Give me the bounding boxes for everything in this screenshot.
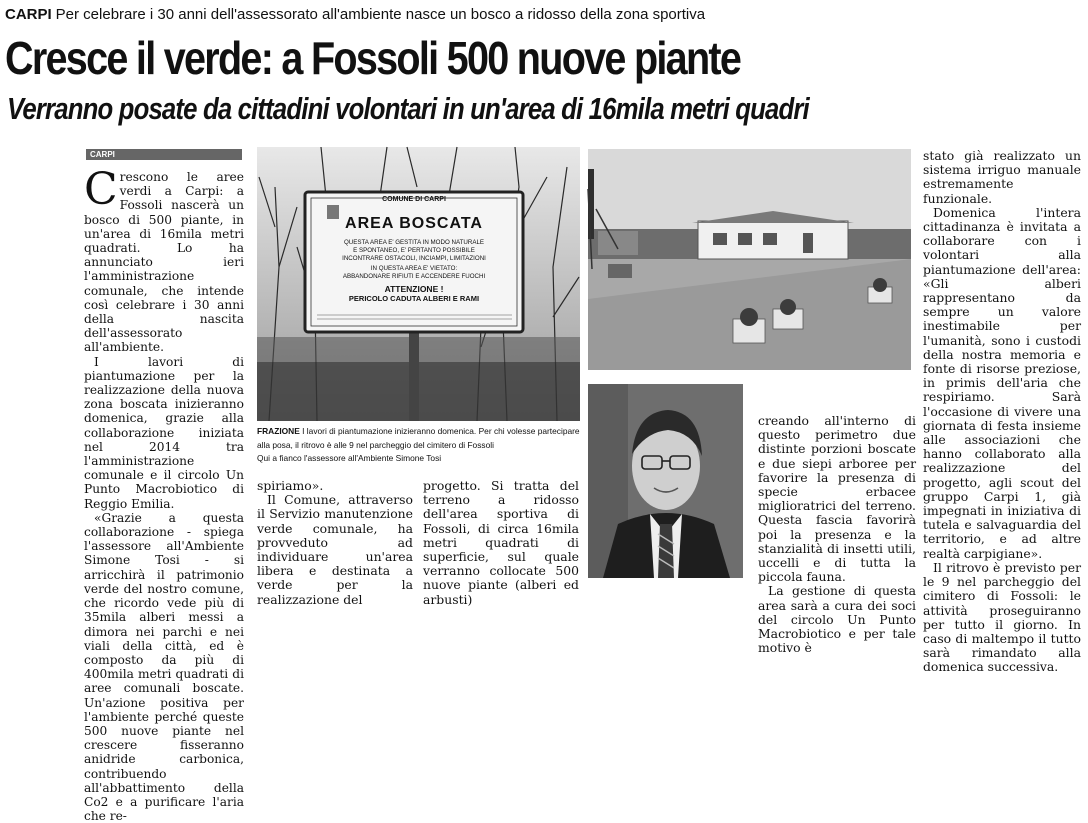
caption-lead: FRAZIONE: [257, 426, 300, 436]
kicker-text: Per celebrare i 30 anni dell'assessorato all'ambiente nasce un bosco a ridosso della zona sportiva: [55, 6, 706, 23]
paragraph-text: rescono le aree verdi a Carpi: a Fossoli nascerà un bosco di 500 piante, in un'area di 16mila metri quadrati. Lo ha annunciato ieri l'amministrazione comunale, che intende così celebrare i 30 anni della nascita dell'assessorato all'ambiente.: [84, 170, 244, 355]
paragraph: stato già realizzato un sistema irriguo manuale estremamente funzionale.: [923, 148, 1081, 206]
article-column-3: [423, 479, 579, 679]
paragraph: creando all'interno di questo perimetro due distinte porzioni boscate e due siepi arboree per favorire la presenza di specie erbacee miglioratrici del terreno. Questa fascia favorirà poi la presenza e la stanzialità di insetti utili, uccelli e di tutta la piccola fauna.: [758, 413, 916, 585]
section-label: CARPI: [86, 149, 242, 160]
article-column-2: [257, 479, 413, 679]
sign-header: COMUNE DI CARPI: [382, 196, 446, 203]
photo-area-boscata-sign: [257, 147, 580, 421]
portrait-illustration: [588, 384, 743, 578]
paragraph: spiriamo».: [257, 478, 324, 493]
paragraph: I lavori di piantumazione per la realizzazione della nuova zona boscata inizieranno domenica, grazie alla collaborazione iniziata nel 2014 tra l'amministrazione comunale e il circolo Un Punto Macrobiotico di Reggio Emilia.: [84, 354, 244, 511]
paragraph: [84, 164, 244, 355]
sign-title: AREA BOSCATA: [345, 215, 483, 232]
headline: Cresce il verde: a Fossoli 500 nuove piante: [5, 32, 741, 84]
sign-line5: ABBANDONARE RIFIUTI E ACCENDERE FUOCHI: [342, 273, 486, 280]
paragraph: progetto. Si tratta del terreno a ridosso dell'area sportiva di Fossoli, di circa 16mila metri quadrati di superficie, sul quale verranno collocate 500 nuove piante (alberi ed arbusti): [423, 478, 579, 607]
sign-line3: INCONTRARE OSTACOLI, INCIAMPI, LIMITAZIONI: [342, 255, 486, 262]
paragraph: La gestione di questa area sarà a cura dei soci del circolo Un Punto Macrobiotico e per tale motivo è: [758, 583, 916, 656]
paragraph: Il ritrovo è previsto per le 9 nel parcheggio del cimitero di Fossoli: le attività proseguiranno per tutto il giorno. In caso di maltempo il tutto sarà rimandato alla domenica successiva.: [923, 559, 1081, 675]
photo-sports-area: [588, 149, 911, 370]
sign-line1: QUESTA AREA E' GESTITA IN MODO NATURALE: [343, 239, 485, 246]
sign-warn2: PERICOLO CADUTA ALBERI E RAMI: [348, 294, 480, 303]
sign-board-text: [305, 196, 523, 303]
article-column-4: [758, 413, 916, 656]
kicker: [5, 5, 1083, 29]
sports-area-illustration: [588, 149, 911, 370]
article-column-1: [84, 164, 244, 823]
article-column-5: [923, 148, 1081, 675]
photo-portrait-simone-tosi: [588, 384, 743, 578]
drop-cap: C: [84, 164, 118, 215]
sign-warn1: ATTENZIONE !: [384, 284, 444, 294]
kicker-section: CARPI: [5, 6, 52, 23]
caption-text: I lavori di piantumazione inizieranno domenica. Per chi volesse partecipare alla posa, il ritrovo è alle 9 nel parcheggio del cimitero di Fossoli: [257, 426, 580, 450]
paragraph: Domenica l'intera cittadinanza è invitata a collaborare con i volontari alla piantumazione dell'area: «Gli alberi rappresentano da sempre un valore inestimabile per l'umanità, sono i custodi della nostra memoria e fonte di risorse preziose, in primis dell'aria che respiriamo. Sarà l'occasione di vivere una giornata di festa insieme alle associazioni che hanno collaborato alla realizzazione del progetto, agli scout del gruppo Carpi 1, già impegnati in iniziativa di tutela e salvaguardia del territorio, e ad altre realtà carpigiane».: [923, 204, 1081, 561]
photo-caption: [257, 425, 580, 469]
subhead: Verranno posate da cittadini volontari in un'area di 16mila metri quadri: [7, 91, 809, 126]
paragraph: «Grazie a questa collaborazione - spiega l'assessore all'Ambiente Simone Tosi - si arricchirà il patrimonio verde del nostro comune, che ricordo vede più di 35mila alberi messi a dimora nei parchi e nei viali della città, ed è composto da più di 400mila metri quadrati di aree comunali boscate. Un'azione positiva per l'ambiente perché queste 500 nuove piante nel crescere fisseranno anidride carbonica, contribuendo all'abbattimento della Co2 e a purificare l'aria che re-: [84, 510, 244, 823]
paragraph: Il Comune, attraverso il Servizio manutenzione verde comunale, ha provveduto ad individuare un'area libera e destinata a verde per la realizzazione del: [257, 492, 413, 607]
sign-line2: E SPONTANEO, E' PERTANTO POSSIBILE: [353, 247, 475, 254]
sign-line4: IN QUESTA AREA E' VIETATO:: [370, 265, 458, 272]
caption-line2: Qui a fianco l'assessore all'Ambiente Simone Tosi: [257, 453, 442, 463]
